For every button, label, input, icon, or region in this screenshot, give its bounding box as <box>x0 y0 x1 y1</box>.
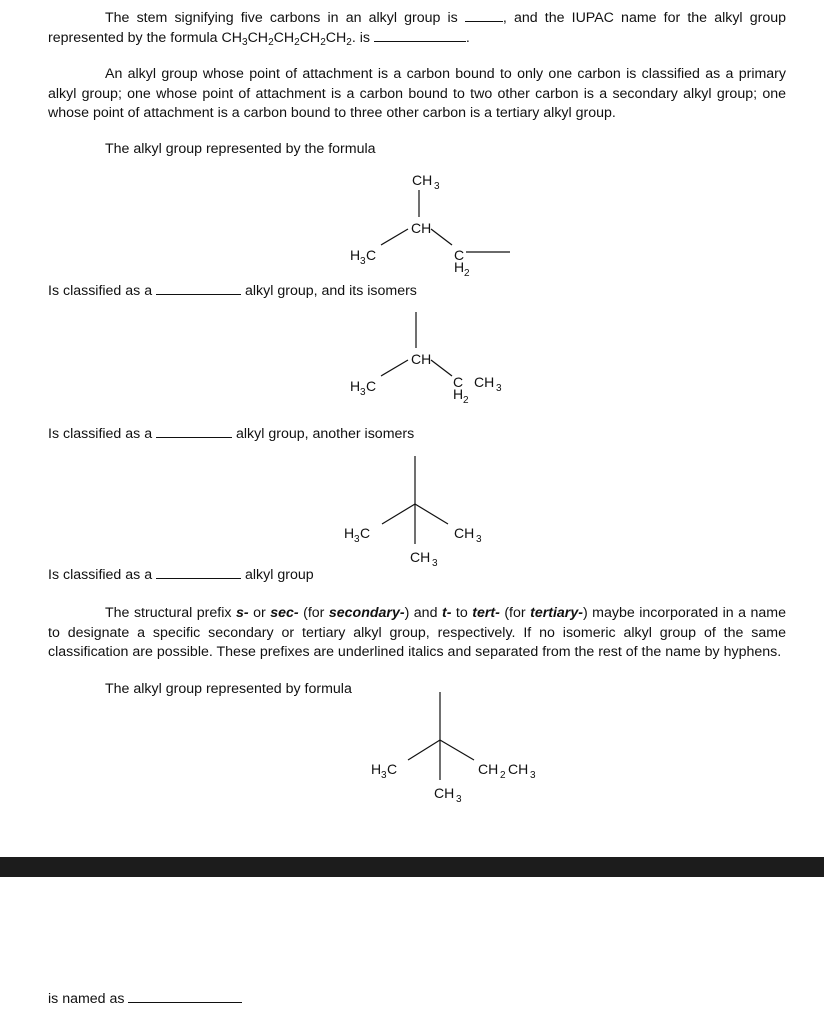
classification-blank-1[interactable] <box>156 282 241 295</box>
svg-text:3: 3 <box>432 558 438 569</box>
chain-formula: $CH_3CH_2CH_2CH_2CH_2$ <box>221 29 352 48</box>
svg-text:2: 2 <box>500 770 506 781</box>
svg-text:C: C <box>360 525 371 541</box>
svg-text:CH: CH <box>478 761 499 777</box>
svg-text:CH: CH <box>434 785 455 801</box>
svg-text:C: C <box>387 761 398 777</box>
intro-paragraph: The stem signifying five carbons in an alkyl group is , and the IUPAC name for the alkyl group represented by the formula $CH_3CH_2CH_2CH_2CH_2$. is . <box>48 10 786 48</box>
classification-line-1: Is classified as a alkyl group, and its isomers <box>48 283 417 299</box>
svg-text:3: 3 <box>496 383 502 394</box>
svg-text:3: 3 <box>360 387 366 398</box>
tert-alkyl-structure <box>360 688 580 806</box>
svg-text:CH: CH <box>411 351 432 367</box>
svg-text:H: H <box>344 525 355 541</box>
formula-intro-label: The alkyl group represented by the formula <box>105 141 376 157</box>
svg-text:2: 2 <box>463 395 469 406</box>
classification-line-2: Is classified as a alkyl group, another isomers <box>48 426 415 442</box>
svg-text:H: H <box>350 378 361 394</box>
classification-blank-3[interactable] <box>156 566 241 579</box>
tertiary-alkyl-structure <box>330 452 530 570</box>
svg-text:H: H <box>350 247 361 263</box>
svg-text:2: 2 <box>464 268 470 279</box>
svg-text:CH: CH <box>412 172 433 188</box>
primary-alkyl-structure <box>340 165 540 285</box>
svg-text:C: C <box>366 378 377 394</box>
svg-text:3: 3 <box>476 534 482 545</box>
secondary-alkyl-structure <box>340 308 540 413</box>
svg-text:C: C <box>453 374 464 390</box>
svg-text:CH: CH <box>410 549 431 565</box>
named-as-line: is named as <box>48 990 242 1008</box>
prefix-paragraph: The structural prefix s- or sec- (for secondary-) and t- to tert- (for tertiary-) maybe incorporated in a name to designate a specific secondary or tertiary alkyl group, respectively. If no isomeric alkyl group of the same classification are possible. These prefixes are underlined italics and separated from the rest of the name by hyphens. <box>48 605 787 660</box>
classification-paragraph: An alkyl group whose point of attachment is a carbon bound to only one carbon is classified as a primary alkyl group; one whose point of attachment is a carbon bound to two other carbon is a secondary alkyl group; one whose point of attachment is a carbon bound to three other carbon is a tertiary alkyl group. <box>48 66 786 121</box>
classification-line-3: Is classified as a alkyl group <box>48 567 314 583</box>
svg-text:3: 3 <box>434 181 440 192</box>
svg-text:H: H <box>371 761 382 777</box>
svg-text:C: C <box>454 247 465 263</box>
svg-text:H: H <box>454 259 465 275</box>
classification-blank-2[interactable] <box>156 425 232 438</box>
stem-answer-blank[interactable] <box>465 9 503 22</box>
svg-text:CH: CH <box>508 761 529 777</box>
svg-text:3: 3 <box>530 770 536 781</box>
svg-text:3: 3 <box>360 256 366 267</box>
svg-text:H: H <box>453 386 464 402</box>
svg-text:3: 3 <box>381 770 387 781</box>
page-divider-bar <box>0 857 824 877</box>
svg-text:CH: CH <box>454 525 475 541</box>
svg-text:CH: CH <box>411 220 432 236</box>
svg-text:3: 3 <box>456 794 462 805</box>
iupac-name-blank[interactable] <box>374 29 466 42</box>
svg-text:CH: CH <box>474 374 495 390</box>
formula-intro-label-2: The alkyl group represented by formula <box>105 681 352 697</box>
svg-text:C: C <box>366 247 377 263</box>
name-answer-blank[interactable] <box>128 990 242 1003</box>
svg-text:3: 3 <box>354 534 360 545</box>
